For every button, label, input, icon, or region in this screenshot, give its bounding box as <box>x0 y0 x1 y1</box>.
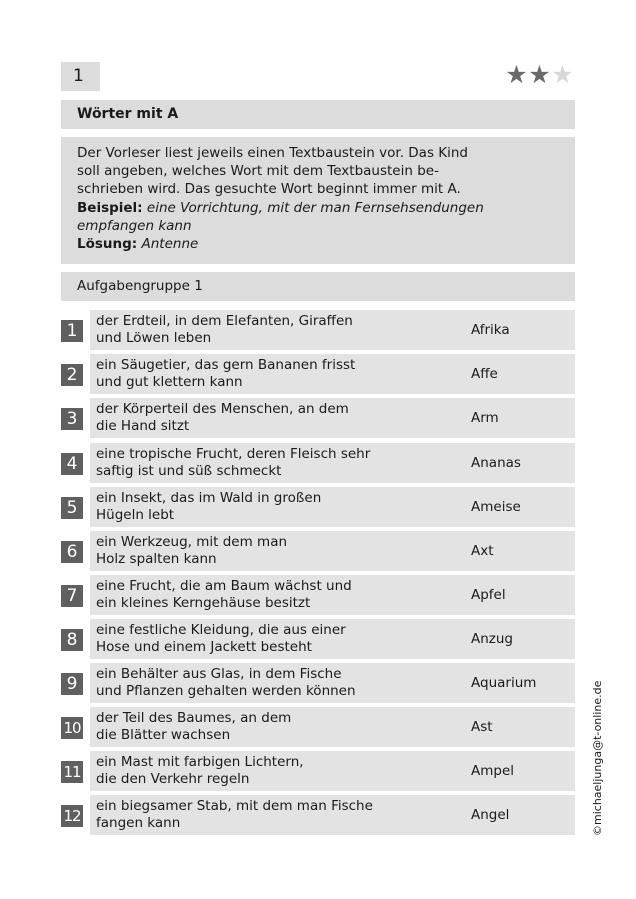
task-row <box>61 398 575 438</box>
task-line: der Körperteil des Menschen, an dem <box>96 401 349 417</box>
task-number: 7 <box>61 585 83 607</box>
solution-text: Antenne <box>141 236 199 253</box>
task-number: 12 <box>61 805 83 827</box>
task-line: ein biegsamer Stab, mit dem man Fische <box>96 798 373 814</box>
card-title: Wörter mit A <box>61 100 575 129</box>
task-answer: Ampel <box>462 751 575 791</box>
solution-line <box>77 235 559 253</box>
task-description <box>90 751 514 791</box>
task-line: eine Frucht, die am Baum wächst und <box>96 578 352 594</box>
task-row <box>61 354 575 394</box>
instruction-line: schrieben wird. Das gesuchte Wort beginnt immer mit A. <box>77 181 461 198</box>
task-description <box>90 310 514 350</box>
copyright-notice: ©michaeljunga@t-online.de <box>591 680 604 836</box>
star-filled-icon: ★ <box>528 60 551 89</box>
task-row <box>61 795 575 835</box>
task-number: 2 <box>61 364 83 386</box>
task-number: 8 <box>61 629 83 651</box>
task-description <box>90 531 514 571</box>
task-line: eine festliche Kleidung, die aus einer <box>96 622 346 638</box>
task-row <box>61 707 575 747</box>
task-answer: Ameise <box>462 487 575 527</box>
instruction-line: Der Vorleser liest jeweils einen Textbaustein vor. Das Kind <box>77 145 468 161</box>
task-number: 6 <box>61 541 83 563</box>
difficulty-rating <box>505 60 574 90</box>
task-line: die den Verkehr regeln <box>96 771 250 787</box>
task-description <box>90 707 514 747</box>
task-description <box>90 487 514 527</box>
task-line: saftig ist und süß schmeckt <box>96 463 282 479</box>
task-description <box>90 795 514 835</box>
task-line: die Hand sitzt <box>96 418 190 434</box>
task-line: ein Mast mit farbigen Lichtern, <box>96 754 304 770</box>
star-empty-icon: ★ <box>551 60 574 89</box>
task-row <box>61 443 575 483</box>
task-line: ein Insekt, das im Wald in großen <box>96 490 322 506</box>
task-answer: Aquarium <box>462 663 575 703</box>
group-heading: Aufgabengruppe 1 <box>61 272 575 301</box>
task-description <box>90 619 514 659</box>
star-filled-icon: ★ <box>505 60 528 89</box>
task-line: Hügeln lebt <box>96 507 175 523</box>
task-line: die Blätter wachsen <box>96 727 231 743</box>
task-row <box>61 663 575 703</box>
task-answer: Angel <box>462 795 575 835</box>
task-number: 4 <box>61 453 83 475</box>
task-row <box>61 751 575 791</box>
task-description <box>90 443 514 483</box>
task-number: 10 <box>61 717 83 739</box>
task-row <box>61 531 575 571</box>
task-line: ein Säugetier, das gern Bananen frisst <box>96 357 356 373</box>
example-line <box>77 199 559 217</box>
task-line: Holz spalten kann <box>96 551 217 567</box>
task-line: ein kleines Kerngehäuse besitzt <box>96 595 311 611</box>
task-line: und gut klettern kann <box>96 374 243 390</box>
task-description <box>90 354 514 394</box>
task-description <box>90 575 514 615</box>
instructions-box <box>61 137 575 264</box>
task-row <box>61 619 575 659</box>
task-number: 3 <box>61 408 83 430</box>
task-description <box>90 663 514 703</box>
task-answer: Affe <box>462 354 575 394</box>
task-number: 5 <box>61 497 83 519</box>
task-line: ein Behälter aus Glas, in dem Fische <box>96 666 342 682</box>
task-answer: Ast <box>462 707 575 747</box>
task-answer: Afrika <box>462 310 575 350</box>
task-row <box>61 575 575 615</box>
task-line: eine tropische Frucht, deren Fleisch sehr <box>96 446 371 462</box>
card-number: 1 <box>61 62 100 91</box>
task-row <box>61 487 575 527</box>
task-answer: Arm <box>462 398 575 438</box>
task-line: der Erdteil, in dem Elefanten, Giraffen <box>96 313 353 329</box>
task-line: und Löwen leben <box>96 330 212 346</box>
task-number: 9 <box>61 673 83 695</box>
task-answer: Axt <box>462 531 575 571</box>
task-description <box>90 398 514 438</box>
solution-label: Lösung: <box>77 236 138 253</box>
task-line: fangen kann <box>96 815 181 831</box>
task-line: Hose und einem Jackett besteht <box>96 639 312 655</box>
task-row <box>61 310 575 350</box>
task-answer: Anzug <box>462 619 575 659</box>
task-number: 1 <box>61 320 83 342</box>
example-text: eine Vorrichtung, mit der man Fernsehsendungen <box>146 199 484 216</box>
task-number: 11 <box>61 761 83 783</box>
example-label: Beispiel: <box>77 199 143 216</box>
task-line: ein Werkzeug, mit dem man <box>96 534 288 550</box>
task-line: der Teil des Baumes, an dem <box>96 710 292 726</box>
task-answer: Apfel <box>462 575 575 615</box>
instruction-line: soll angeben, welches Wort mit dem Textbaustein be- <box>77 163 439 180</box>
task-line: und Pflanzen gehalten werden können <box>96 683 356 699</box>
task-answer: Ananas <box>462 443 575 483</box>
example-text-continued: empfangen kann <box>77 217 192 234</box>
